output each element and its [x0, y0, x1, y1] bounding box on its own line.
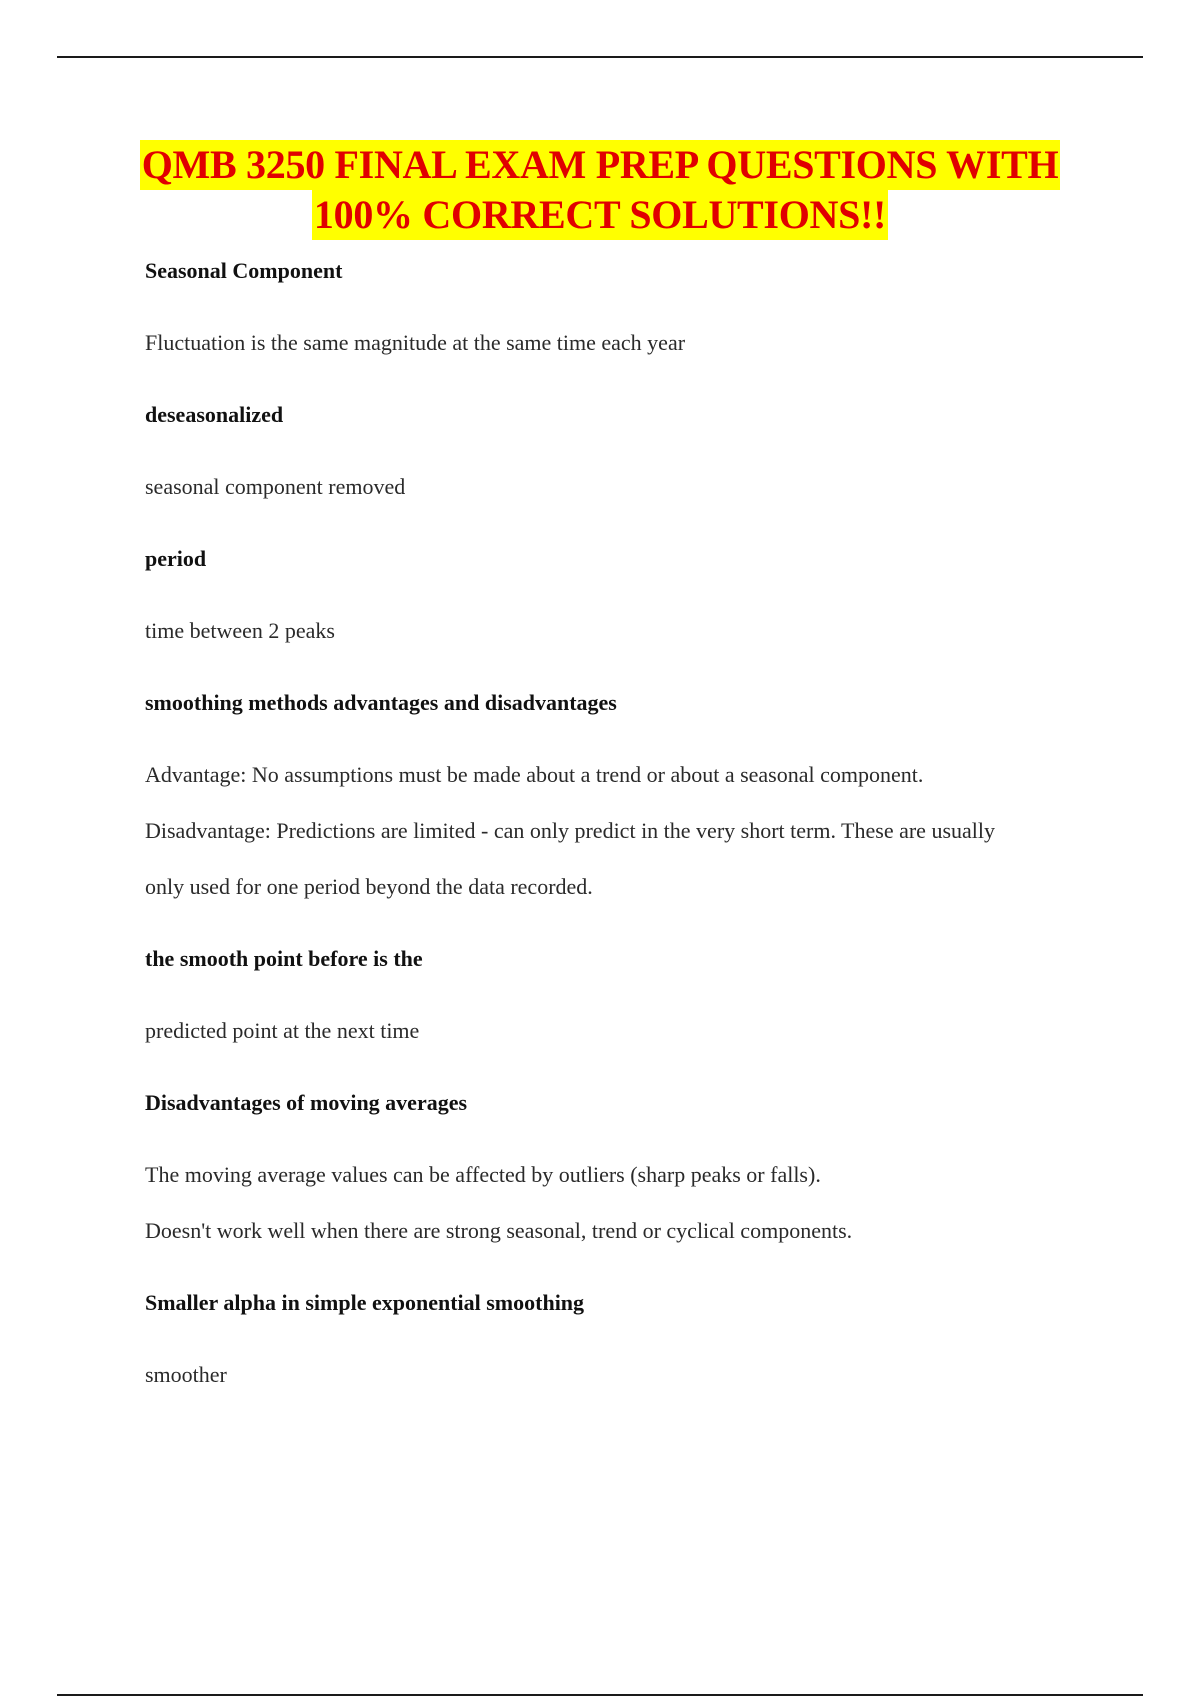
qa-entry	[145, 1088, 1105, 1246]
definition-text: smoother	[145, 1362, 227, 1387]
term-heading: the smooth point before is the	[145, 946, 423, 971]
title-line-2: 100% CORRECT SOLUTIONS!!	[312, 190, 888, 240]
definition-text: seasonal component removed	[145, 474, 406, 499]
definition-text: predicted point at the next time	[145, 1018, 420, 1043]
qa-entry	[145, 688, 1105, 902]
term-heading: Disadvantages of moving averages	[145, 1090, 468, 1115]
document-title	[57, 140, 1143, 240]
bottom-rule	[57, 1694, 1143, 1696]
qa-entry	[145, 944, 1105, 1046]
qa-entry	[145, 400, 1105, 502]
term-heading: Smaller alpha in simple exponential smoothing	[145, 1290, 585, 1315]
definition-text: only used for one period beyond the data recorded.	[145, 874, 593, 899]
qa-entry	[145, 256, 1105, 358]
term-heading: smoothing methods advantages and disadvantages	[145, 690, 617, 715]
definition-text: Fluctuation is the same magnitude at the same time each year	[145, 330, 686, 355]
qa-entry	[145, 1288, 1105, 1390]
term-heading: period	[145, 546, 207, 571]
top-rule	[57, 56, 1143, 58]
definition-text: Doesn't work well when there are strong seasonal, trend or cyclical components.	[145, 1218, 853, 1243]
definition-text: Advantage: No assumptions must be made about a trend or about a seasonal component.	[145, 762, 924, 787]
definition-text: time between 2 peaks	[145, 618, 335, 643]
definition-text: Disadvantage: Predictions are limited - can only predict in the very short term. These are usually	[145, 818, 995, 843]
definition-text: The moving average values can be affected by outliers (sharp peaks or falls).	[145, 1162, 821, 1187]
term-heading: deseasonalized	[145, 402, 284, 427]
qa-entry	[145, 544, 1105, 646]
qa-list	[145, 256, 1105, 1390]
title-line-1: QMB 3250 FINAL EXAM PREP QUESTIONS WITH	[140, 140, 1061, 190]
term-heading: Seasonal Component	[145, 258, 343, 283]
